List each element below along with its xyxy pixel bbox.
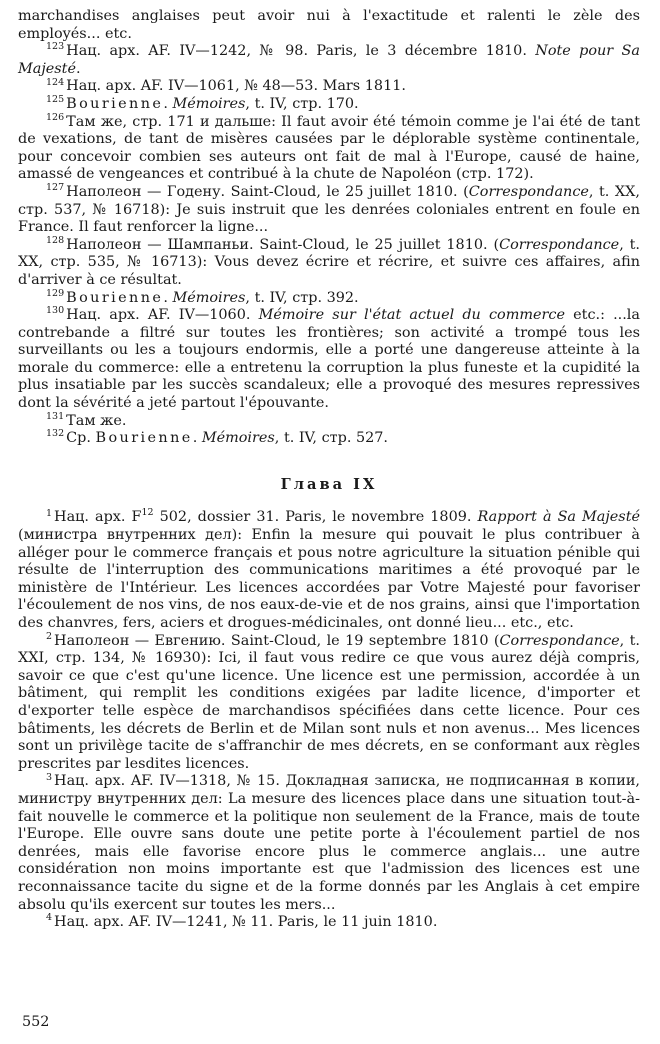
footnote-italic: Rapport à Sa Majesté [477,509,640,526]
footnote-number: 4 [46,912,53,924]
footnote-text: Там же, стр. 171 и дальше: Il faut avoir été témoin comme je l'ai été de tant de vexations, de tant de misères causées par le déplorable système continentale, pour concevoir combien ses auteurs ont fait de mal à l'Europe, causé de haine, amassé de vengeances et contribué à la chute de Napoléon (стр. 172). [18,113,640,183]
page-body [18,8,640,932]
chapter-heading: Глава IX [280,475,378,493]
footnote-132: $^{132}$ Ср. Bourienne. Mémoires, t. IV, стр. 527. [46,428,389,447]
author-name: Bourienne [66,95,164,112]
footnote-italic: Correspondance [499,632,620,649]
chapter-footnote-3: $^3$ Нац. арх. AF. IV—1318, № 15. Докладная записка, не подписанная в копии, министру внутренних дел: La mesure des licences place dans une situation tout-à-fait nouvelle le commerce et la politique non seulement de la France, mais de toute l'Europe. Elle ouvre sans doute une petite porte à l'écoulement partiel de nos denrées, mais elle favorise encore plus le commerce anglais... une autre considération non moins importante est que l'admission des licences est une reconnaissance tacite du signe et de la forme donnés par les Anglais à cet empire absolu qu'ils exercent sur toutes les mers... [18,771,640,913]
footnote-number: 3 [46,771,53,783]
footnote-number: 125 [46,94,65,106]
footnote-number: 130 [46,305,65,317]
author-name: Bourienne [66,289,164,306]
footnote-italic: Mémoires [172,289,246,306]
footnote-number: 131 [46,410,65,422]
continuation-text: marchandises anglaises peut avoir nui à l'exactitude et ralenti le zèle des employés... etc. [18,8,640,42]
footnote-129: $^{129}$ Bourienne. Mémoires, t. IV, стр. 392. [46,287,359,306]
footnote-number: 124 [46,76,65,88]
footnote-number: 2 [46,630,53,642]
chapter-footnote-2: $^2$ Наполеон — Евгению. Saint-Cloud, le 19 septembre 1810 (Correspondance, t. XXI, стр. 134, № 16930): Ici, il faut vous redire ce que vous aurez déjà compris, savoir ce que c'est qu'une licence. Une licence est une permission, accordée à un bâtiment, qui remplit les conditions exigées par ladite licence, d'importer et d'exporter telle espèce de marchandisos spécifiées dans cette licence. Pour ces bâtiments, les décrets de Berlin et de Milan sont nuls et non avenus... Mes licences sont un privilège tacite de s'affranchir de mes décrets, en se conformant aux règles prescrites par lesdites licences. [18,630,640,772]
footnote-128: $^{128}$ Наполеон — Шампаньи. Saint-Cloud, le 25 juillet 1810. (Correspondance, t. XX, стр. 535, № 16713): Vous devez écrire et récrire, et suivre ces affaires, afin d'arriver à ce résultat. [18,234,640,288]
footnote-number: 129 [46,287,65,299]
footnote-number: 123 [46,41,65,53]
footnote-123 [18,43,640,78]
chapter-footnote-1: $^1$ Нац. арх. $F^{12}$ 502, dossier 31. Paris, le novembre 1809. Rapport à Sa Majesté (министра внутренних дел): Enfin la mesure qui pouvait le plus contribuer à alléger pour le commerce français et pous notre agriculture la situation pénible qui résulte de l'interruption des communications maritimes a été provoqué par le ministère de l'Intérieur. Les licences accordées par Votre Majesté pour favoriser l'écoulement de nos vins, de nos eaux-de-vie et de nos grains, ainsi que l'importation des chanvres, fers, aciers et drogues-médicinales, ont donné lieu... etc., etc. [18,507,640,631]
footnote-text-end: . [75,60,81,77]
footnote-131: $^{131}$ Там же. [46,410,127,429]
footnote-124 [18,78,640,96]
footnote-italic: Mémoires [201,430,275,447]
footnote-number: 1 [46,507,53,519]
footnote-italic: Correspondance [468,183,589,200]
chapter-footnote-4: $^4$ Нац. арх. AF. IV—1241, № 11. Paris, le 11 juin 1810. [46,912,438,931]
footnote-text: Нац. арх. AF. IV—1061, № 48—53. Mars 1811. [66,78,406,95]
footnote-number: 132 [46,428,65,440]
footnote-italic: Mémoires [172,95,246,112]
footnote-text: Нац. арх. AF. IV—1242, № 98. Paris, le 3 décembre 1810. [66,43,536,60]
footnote-127: $^{127}$ Наполеон — Годену. Saint-Cloud, le 25 juillet 1810. (Correspondance, t. XX, стр. 537, № 16718): Je suis instruit que les denrées coloniales entrent en foule en France. Il faut renforcer la ligne... [18,182,640,236]
footnote-number: 126 [46,111,65,123]
footnote-italic: Mémoire sur l'état actuel du commerce [258,307,565,324]
footnote-italic: Correspondance [499,236,620,253]
footnote-number: 128 [46,234,65,246]
footnote-125: $^{125}$ Bourienne. Mémoires, t. IV, стр. 170. [46,94,359,112]
page-number: 552 [22,1014,50,1030]
superscript: 12 [141,507,154,519]
footnote-130: $^{130}$ Нац. арх. AF. IV—1060. Mémoire sur l'état actuel du commerce etc.: ...la contrebande a filtré sur toutes les frontières; son activité a trompé tous les surveillants ou les a toujours endormis, elle a porté une dangereuse atteinte à la morale du commerce: elle a entretenu la corruption la plus funeste et la cupidité la plus insatiable par les succès scandaleux; elle a provoqué des mesures repressives dont la sévérité a jeté partout l'épouvante. [18,305,640,412]
footnote-number: 127 [46,182,65,194]
author-name: Bourienne [95,430,193,447]
footnote-italic: Note pour Sa Majesté [18,43,640,77]
footnote-126 [18,111,640,184]
